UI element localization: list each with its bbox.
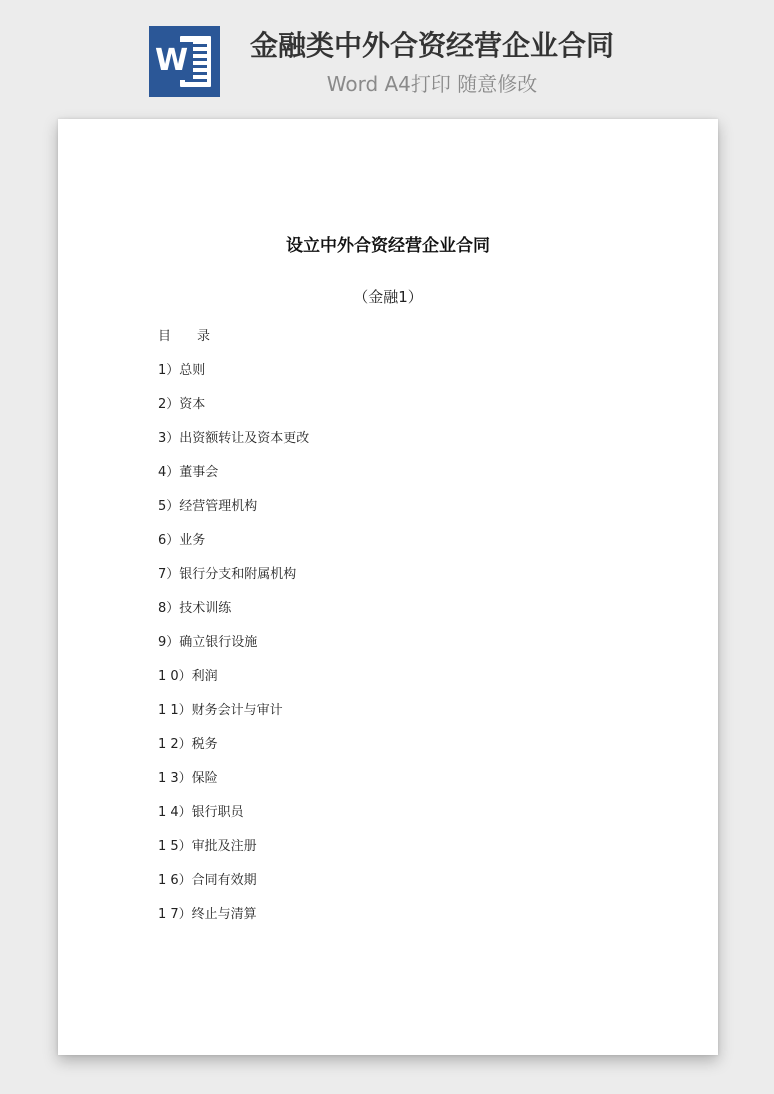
logo-letter: W (155, 42, 193, 80)
toc-heading: 目 录 (158, 329, 211, 344)
document-title: 设立中外合资经营企业合同 (286, 236, 490, 256)
page-header (0, 0, 774, 110)
toc-item: 1 2）税务 (158, 737, 218, 752)
toc-item: 1 5）审批及注册 (158, 839, 257, 854)
toc-item: 9）确立银行设施 (158, 635, 258, 650)
toc-item: 2）资本 (158, 397, 206, 412)
toc-item: 1 0）利润 (158, 669, 218, 684)
document-page (58, 119, 718, 1055)
header-title: 金融类中外合资经营企业合同 (249, 29, 614, 62)
toc-item: 4）董事会 (158, 465, 219, 480)
toc-item: 1 1）财务会计与审计 (158, 703, 283, 718)
toc-item: 6）业务 (158, 533, 206, 548)
toc-item: 1 7）终止与清算 (158, 907, 257, 922)
watermark (110, 455, 153, 500)
toc-item: 1 6）合同有效期 (158, 873, 257, 888)
toc-item: 5）经营管理机构 (158, 499, 258, 514)
document-subtitle: （金融1） (353, 288, 423, 306)
toc-item: 7）银行分支和附属机构 (158, 567, 297, 582)
toc-item: 1 3）保险 (158, 771, 218, 786)
header-subtitle: Word A4打印 随意修改 (326, 72, 538, 96)
toc-item: 3）出资额转让及资本更改 (158, 431, 310, 446)
table-of-contents (158, 360, 309, 938)
toc-item: 8）技术训练 (158, 601, 232, 616)
toc-item: 1）总则 (158, 363, 206, 378)
word-document-icon (149, 26, 220, 97)
toc-item: 1 4）银行职员 (158, 805, 244, 820)
